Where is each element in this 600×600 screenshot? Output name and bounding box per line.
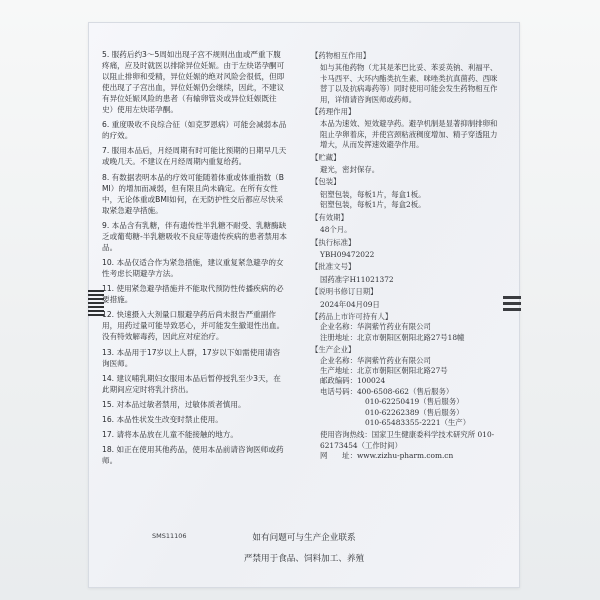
document-code: SMS11106 xyxy=(152,532,187,540)
right-column xyxy=(311,49,501,462)
note-paragraph: 9. 本品含有乳糖，伴有遗传性半乳糖不耐受、乳糖酶缺乏或葡萄糖-半乳糖吸收不良症等遗传疾病的患者禁用本品。 xyxy=(102,220,287,252)
phone-line: 010-62250419（售后服务） xyxy=(365,397,464,407)
section-body: 铝塑包装，每板1片，每盒1板。 铝塑包装，每板1片，每盒2板。 xyxy=(320,189,426,210)
note-paragraph: 10. 本品仅适合作为紧急措施，建议重复紧急避孕的女性考虑长期避孕方法。 xyxy=(102,257,284,278)
note-paragraph: 5. 服药后约3～5周如出现子宫不规则出血或严重下腹疼痛，应及时就医以排除异位妊娠。由于左炔诺孕酮可以阻止排卵和受精，异位妊娠的绝对风险会很低，但即使出现了子宫出血，异位妊娠仍会继续，因此，不建议有异位妊娠风险的患者（有输卵管炎或异位妊娠既往史）使用左炔诺孕酮。 xyxy=(102,50,285,114)
postcode: 邮政编码：100024 xyxy=(320,376,386,386)
section-title: 【药理作用】 xyxy=(311,107,356,117)
section-title: 【贮藏】 xyxy=(311,152,341,162)
maker-name: 企业名称：华润紫竹药业有限公司 xyxy=(320,355,431,365)
right-edge-bar-marks xyxy=(503,296,521,316)
section-title: 【批准文号】 xyxy=(311,262,356,272)
section-body: 2024年04月09日 xyxy=(320,299,380,309)
holder-title: 【药品上市许可持有人】 xyxy=(311,311,393,321)
section-body: 48个月。 xyxy=(320,225,352,235)
holder-name: 企业名称：华润紫竹药业有限公司 xyxy=(320,322,431,332)
note-paragraph: 7. 服用本品后，月经周期有时可能比预期的日期早几天或晚几天。不建议在月经周期内重复给药。 xyxy=(102,146,287,167)
section-title: 【说明书修订日期】 xyxy=(311,287,378,297)
phone-line: 010-62262389（售后服务） xyxy=(365,407,464,417)
note-paragraph: 14. 建议哺乳期妇女服用本品后暂停授乳至少3天，在此期间应定时将乳汁挤出。 xyxy=(102,373,281,394)
section-body: 如与其他药物（尤其是苯巴比妥、苯妥英钠、利福平、卡马西平、大环内酯类抗生素、咪唑类抗真菌药、西咪替丁以及抗病毒药等）同时使用可能会发生药物相互作用，详情请咨询医师或药师。 xyxy=(320,63,498,104)
section-title: 【执行标准】 xyxy=(311,237,356,247)
note-paragraph: 8. 有数据表明本品的疗效可能随着体重或体重指数（BMI）的增加而减弱，但有限且尚未确定。在所有女性中，无论体重或BMI如何，在无防护性交后都应尽快采取紧急避孕措施。 xyxy=(102,172,284,215)
section-body: 本品为速效、短效避孕药。避孕机制是显著抑制排卵和阻止孕卵着床，并使宫颈粘液稠度增加、精子穿透阻力增大，从而发挥速效避孕作用。 xyxy=(320,119,498,150)
note-paragraph: 18. 如正在使用其他药品，使用本品前请咨询医师或药师。 xyxy=(102,445,284,466)
section-body: YBH09472022 xyxy=(320,249,375,259)
maker-address: 生产地址：北京市朝阳区朝阳北路27号 xyxy=(320,365,448,375)
note-paragraph: 17. 请将本品放在儿童不能接触的地方。 xyxy=(102,430,238,440)
note-paragraph: 11. 使用紧急避孕措施并不能取代预防性传播疾病的必要措施。 xyxy=(102,284,284,305)
usage-prohibition: 严禁用于食品、饲料加工、养殖 xyxy=(243,554,365,564)
section-title: 【包装】 xyxy=(311,177,341,187)
website: 网 址：www.zizhu-pharm.com.cn xyxy=(320,451,454,461)
consult-hotline: 使用咨询热线：国家卫生健康委科学技术研究所 010-62173454（工作时间） xyxy=(320,430,495,450)
note-paragraph: 16. 本品性状发生改变时禁止使用。 xyxy=(102,415,223,425)
section-body: 避光，密封保存。 xyxy=(320,165,380,175)
note-paragraph: 12. 快速摄入大剂量口服避孕药后尚未报告严重副作用，用药过量可能导致恶心，并可能发生撤退性出血。没有特效解毒药，因此应对症治疗。 xyxy=(102,310,285,342)
section-title: 【药物相互作用】 xyxy=(311,51,371,60)
note-paragraph: 6. 重度吸收不良综合征（如克罗恩病）可能会减弱本品的疗效。 xyxy=(102,120,287,141)
phone-line: 010-65483355-2221（生产） xyxy=(365,418,471,427)
section-title: 【有效期】 xyxy=(311,212,348,222)
phone-line: 电话号码：400-6508-662（售后服务） xyxy=(320,386,454,396)
left-column xyxy=(102,49,287,471)
contact-notice: 如有问题可与生产企业联系 xyxy=(252,533,356,543)
section-body: 国药准字H11021372 xyxy=(320,274,394,284)
maker-title: 【生产企业】 xyxy=(311,345,356,355)
note-paragraph: 13. 本品用于17岁以上人群，17岁以下如需使用请咨询医师。 xyxy=(102,347,281,368)
note-paragraph: 15. 对本品过敏者禁用，过敏体质者慎用。 xyxy=(102,399,246,409)
holder-address: 注册地址：北京市朝阳区朝阳北路27号18幢 xyxy=(320,332,465,342)
